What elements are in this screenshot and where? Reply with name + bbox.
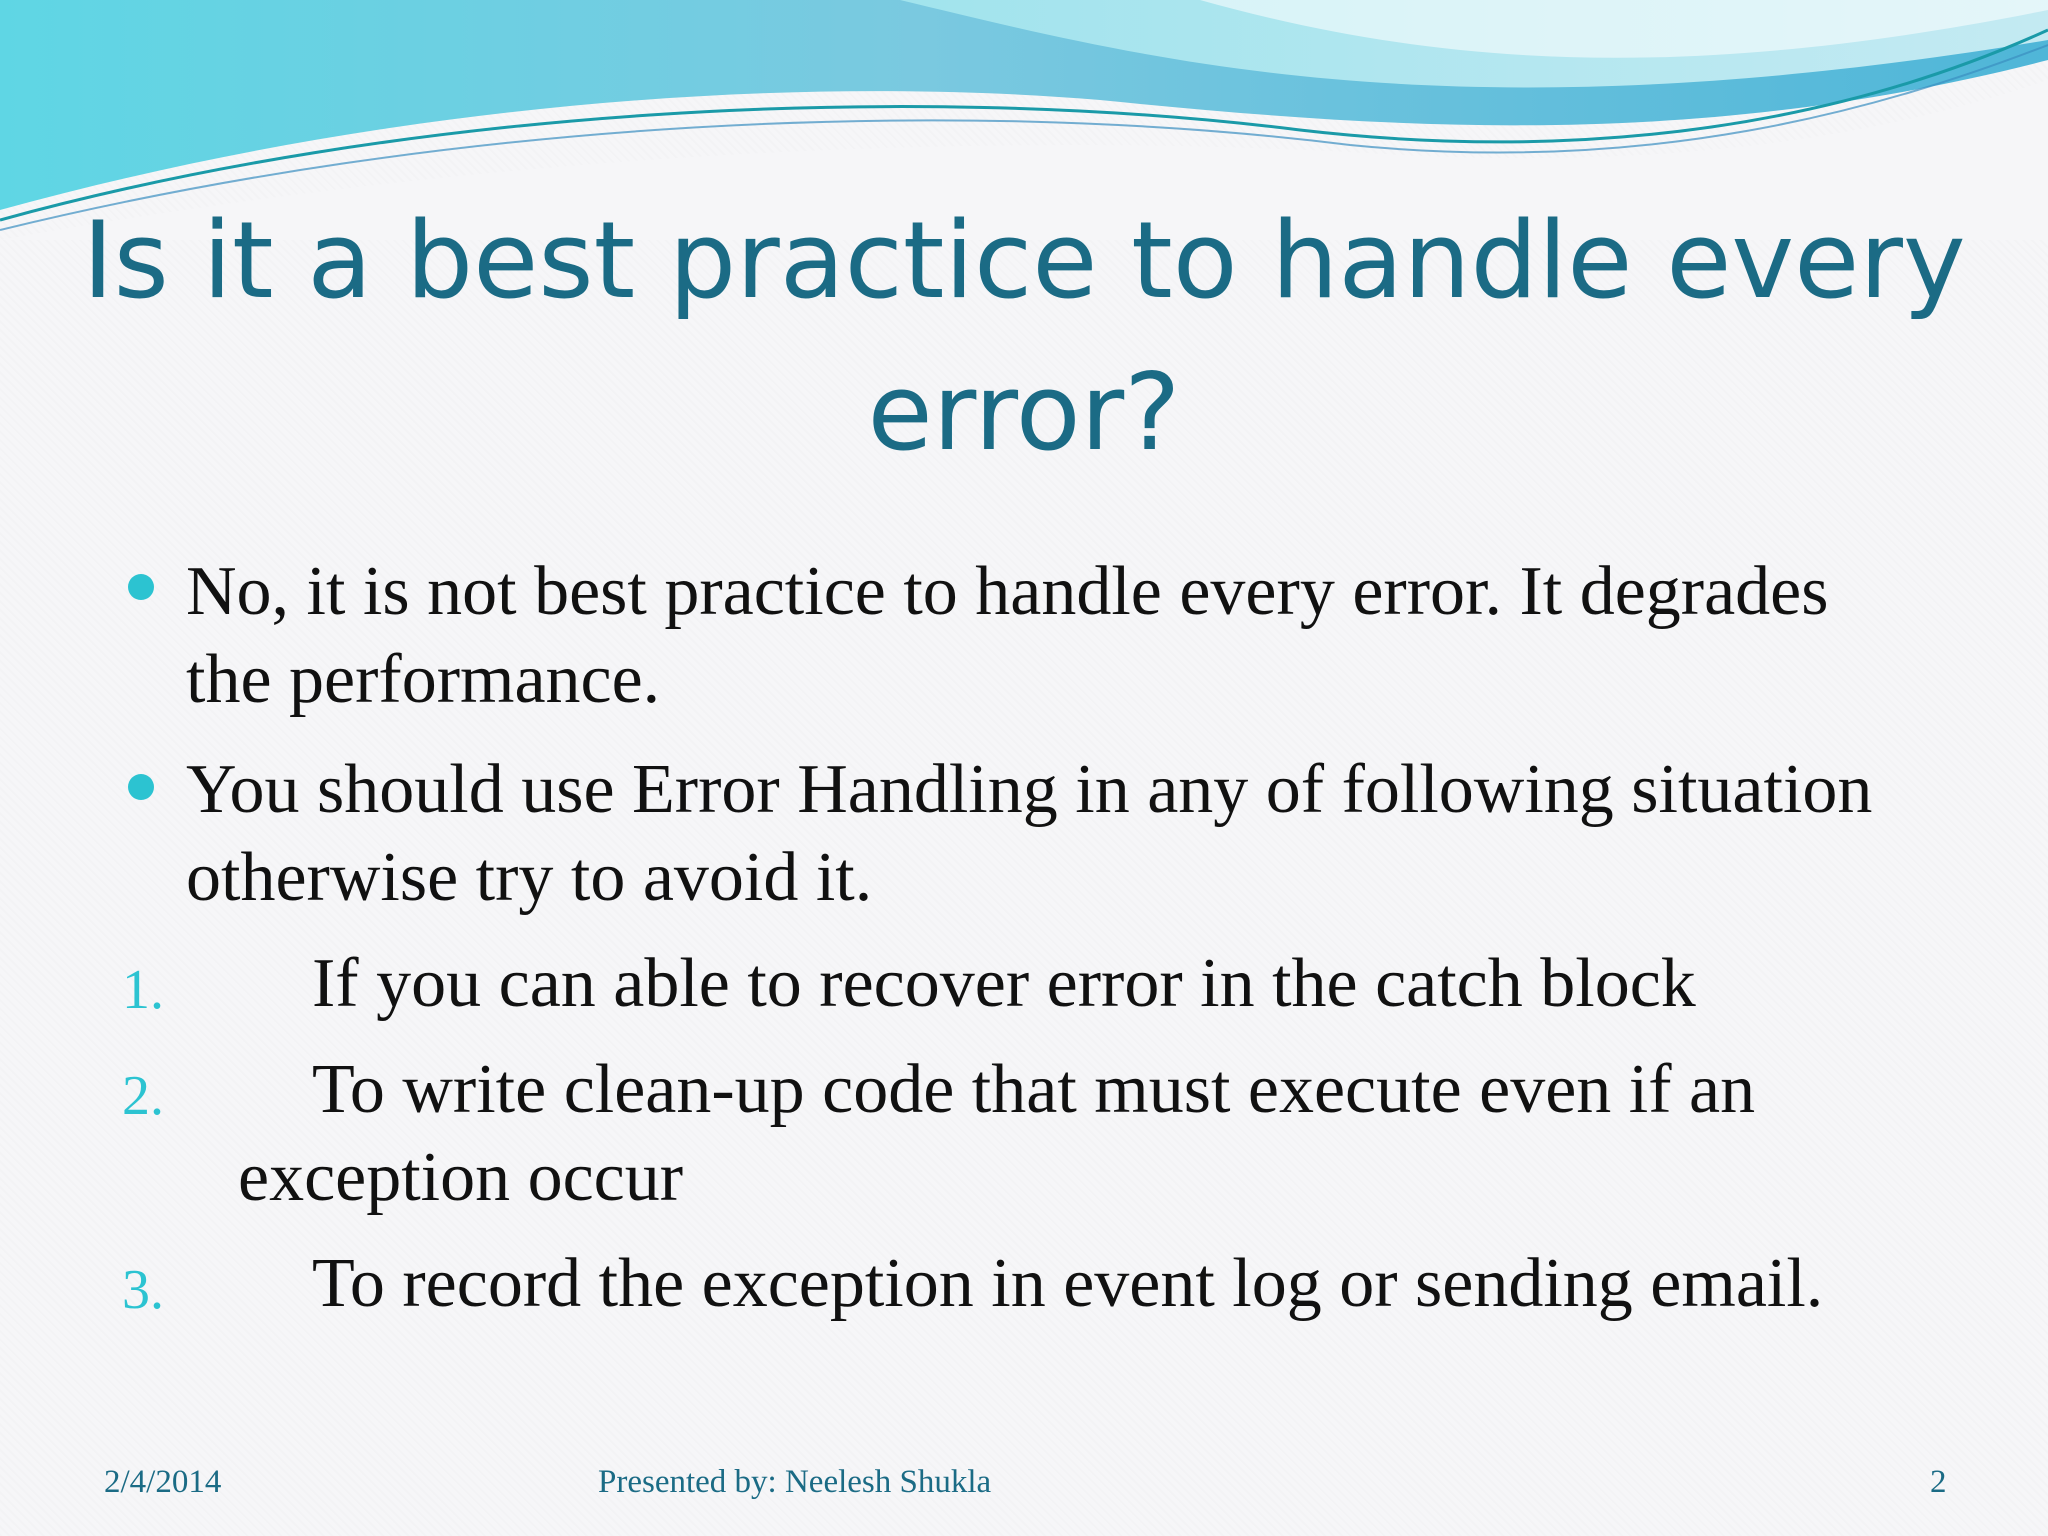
bullet-item: You should use Error Handling in any of following situation otherwise try to avoid it. bbox=[186, 751, 1873, 916]
numbered-item: If you can able to recover error in the catch block bbox=[312, 945, 1696, 1022]
slide-title bbox=[60, 185, 1988, 489]
footer-presenter: Presented by: Neelesh Shukla bbox=[598, 1464, 992, 1500]
bullet-dot-icon bbox=[128, 574, 154, 600]
bullet-dot-icon bbox=[128, 774, 154, 800]
bullet-item: No, it is not best practice to handle every error. It degrades the performance. bbox=[186, 553, 1829, 718]
numbered-marker: 1. bbox=[122, 959, 164, 1021]
title-line-1: Is it a best practice to handle every bbox=[82, 199, 1966, 322]
footer-date: 2/4/2014 bbox=[104, 1464, 222, 1500]
numbered-marker: 3. bbox=[122, 1259, 164, 1321]
numbered-marker: 2. bbox=[122, 1065, 164, 1127]
numbered-item: To record the exception in event log or sending email. bbox=[312, 1245, 1824, 1322]
title-line-2: error? bbox=[867, 351, 1181, 474]
footer-page-number: 2 bbox=[1930, 1464, 1947, 1500]
numbered-item: To write clean-up code that must execute even if an exception occur bbox=[238, 1051, 1756, 1216]
